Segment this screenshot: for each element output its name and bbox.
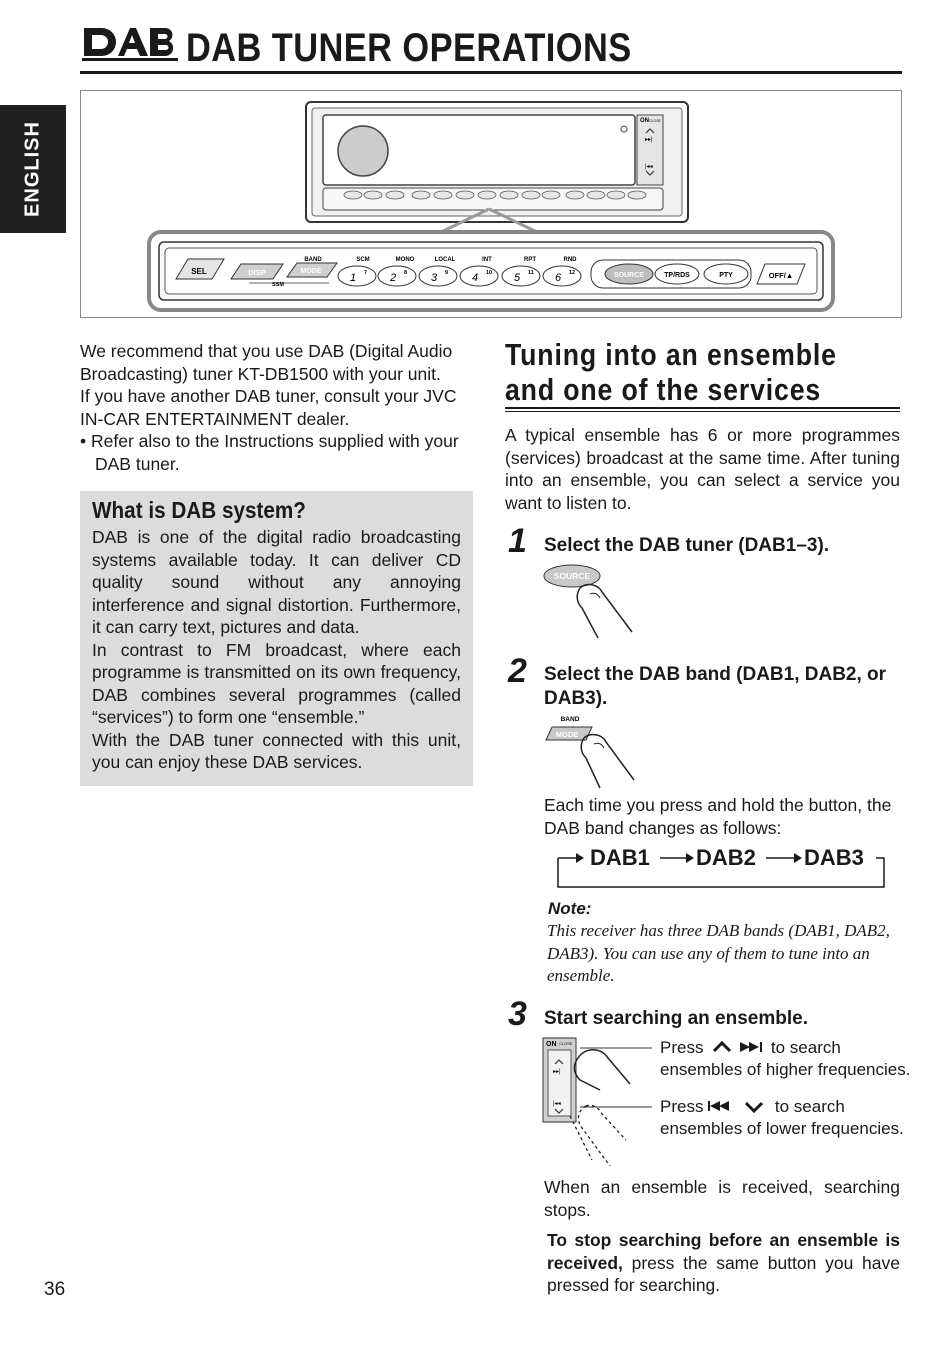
prev-down-icons (708, 1099, 770, 1113)
preset-number-4: 4 (471, 272, 479, 284)
section-title: Tuning into an ensemble and one of the services (505, 337, 837, 407)
preset-number-5: 5 (513, 272, 521, 284)
page-number: 36 (44, 1279, 66, 1300)
mode-button-illustration-label: MODE (555, 730, 579, 739)
cycle-dab2: DAB2 (696, 845, 756, 870)
callout-search-down (660, 1096, 904, 1139)
band-cycle-diagram (556, 844, 886, 890)
ssm-label: SSM (272, 282, 284, 288)
preset-button-5 (502, 266, 540, 286)
source-button-illustration-label: SOURCE (553, 571, 591, 581)
step-2-number: 2 (508, 652, 527, 690)
callout-down-text-3: ensembles of lower frequencies. (660, 1118, 904, 1138)
callout-up-text-2: to search (766, 1038, 841, 1057)
preset-button-1 (338, 266, 376, 286)
svg-text:ON: ON (546, 1041, 557, 1048)
source-button-label: SOURCE (614, 272, 644, 279)
preset-button-6 (543, 266, 581, 286)
svg-text:|◂◂: |◂◂ (645, 164, 653, 170)
step-3-number: 3 (508, 995, 527, 1033)
step-2-description: Each time you press and hold the button, the DAB band changes as follows: (544, 795, 892, 838)
step-3-title: Start searching an ensemble. (544, 1008, 808, 1029)
close-label: CLOSE (649, 119, 661, 123)
svg-text:|◂◂: |◂◂ (553, 1101, 561, 1107)
cycle-dab1: DAB1 (590, 845, 650, 870)
rpt-label: RPT (524, 257, 536, 263)
dab-logo (82, 24, 178, 64)
step-1-title: Select the DAB tuner (DAB1–3). (544, 535, 830, 556)
svg-text:▸▸|: ▸▸| (645, 137, 653, 143)
intro-paragraph-2: If you have another DAB tuner, consult your JVC IN-CAR ENTERTAINMENT dealer. (80, 386, 457, 429)
intro-text (80, 340, 474, 475)
step-1-number: 1 (508, 522, 527, 560)
what-is-dab-text (92, 526, 461, 774)
intro-bullet: • Refer also to the Instructions supplied with your DAB tuner. (80, 431, 459, 474)
preset-alt-number-2: 8 (404, 270, 408, 276)
preset-button-2 (378, 266, 416, 286)
unit-drawing (81, 91, 903, 319)
up-next-icons (708, 1040, 766, 1054)
preset-alt-number-6: 12 (569, 270, 576, 276)
finger-icon (574, 1050, 630, 1090)
preset-number-2: 2 (389, 272, 397, 284)
stop-search-text (547, 1229, 900, 1297)
int-label: INT (482, 257, 492, 263)
control-dial (338, 126, 388, 176)
language-tab-label: ENGLISH (21, 121, 44, 217)
language-tab (0, 105, 66, 233)
dab-paragraph-1: DAB is one of the digital radio broadcasting systems available today. It can deliver CD quality sound without any annoying interference and signal distortion. Furthermore, it can carry text, pictures and data. (92, 527, 461, 637)
preset-number-3: 3 (430, 272, 438, 284)
preset-number-6: 6 (554, 272, 562, 284)
band-label: BAND (304, 257, 322, 263)
off-button-label: OFF/▲ (768, 271, 794, 280)
pty-button-label: PTY (719, 272, 733, 279)
callout-search-up (660, 1037, 910, 1080)
preset-button-3 (419, 266, 457, 286)
dab-paragraph-2: In contrast to FM broadcast, where each programme is transmitted on its own frequency, DAB combines several programmes (called “services”) to form one “ensemble.” (92, 639, 461, 727)
step-2-title: Select the DAB band (DAB1, DAB2, or DAB3). (544, 664, 887, 709)
finger-icon (581, 735, 634, 788)
tp-rds-button-label: TP/RDS (664, 272, 690, 279)
preset-alt-number-5: 11 (528, 270, 534, 276)
note-label: Note: (548, 899, 592, 918)
note-text: This receiver has three DAB bands (DAB1, DAB2, DAB3). You can use any of them to tune into an ensemble. (547, 921, 890, 985)
svg-text:▸▸|: ▸▸| (553, 1069, 561, 1075)
sel-button-label: SEL (191, 267, 207, 276)
header-rule (80, 71, 902, 74)
finger-icon (577, 585, 632, 638)
callout-down-text-1: Press (660, 1097, 709, 1116)
unit-illustration (80, 90, 902, 318)
mode-press-figure (540, 712, 640, 792)
preset-alt-number-3: 9 (445, 270, 449, 276)
preset-alt-number-4: 10 (486, 270, 493, 276)
callout-down-text-2: to search (770, 1097, 845, 1116)
local-label: LOCAL (434, 257, 456, 263)
dab-paragraph-3: With the DAB tuner connected with this unit, you can enjoy these DAB services. (92, 729, 461, 772)
on-label: ON (640, 118, 649, 124)
step-3-result: When an ensemble is received, searching stops. (544, 1177, 900, 1220)
preset-number-1: 1 (349, 272, 357, 284)
scm-label: SCM (356, 257, 370, 263)
section-rule-thin (505, 411, 900, 412)
preset-button-4 (460, 266, 498, 286)
source-press-figure (540, 560, 640, 644)
what-is-dab-title: What is DAB system? (92, 497, 306, 523)
stop-search-rest: press the same button you have pressed for searching. (547, 1252, 900, 1295)
section-rule (505, 407, 900, 409)
cycle-dab3: DAB3 (804, 845, 864, 870)
finger-dashed-icon (579, 1105, 626, 1166)
disp-button-label: DISP (248, 268, 266, 277)
band-illustration-label: BAND (560, 716, 580, 723)
preset-alt-number-1: 7 (364, 270, 368, 276)
mono-label: MONO (395, 257, 415, 263)
page-title: DAB TUNER OPERATIONS (186, 26, 632, 70)
svg-text:CLOSE: CLOSE (559, 1041, 573, 1046)
callout-up-text-3: ensembles of higher frequencies. (660, 1059, 911, 1079)
rnd-label: RND (563, 257, 577, 263)
seek-buttons-figure (540, 1036, 660, 1166)
stop-search-bold: To stop searching before an ensemble is received, (547, 1230, 900, 1273)
callout-up-text-1: Press (660, 1038, 709, 1057)
section-intro: A typical ensemble has 6 or more programmes (services) broadcast at the same time. After tuning into an ensemble, you can select a service you want to listen to. (505, 425, 900, 513)
mode-button-label: MODE (300, 268, 322, 275)
intro-paragraph-1: We recommend that you use DAB (Digital Audio Broadcasting) tuner KT-DB1500 with your unit. (80, 341, 453, 384)
